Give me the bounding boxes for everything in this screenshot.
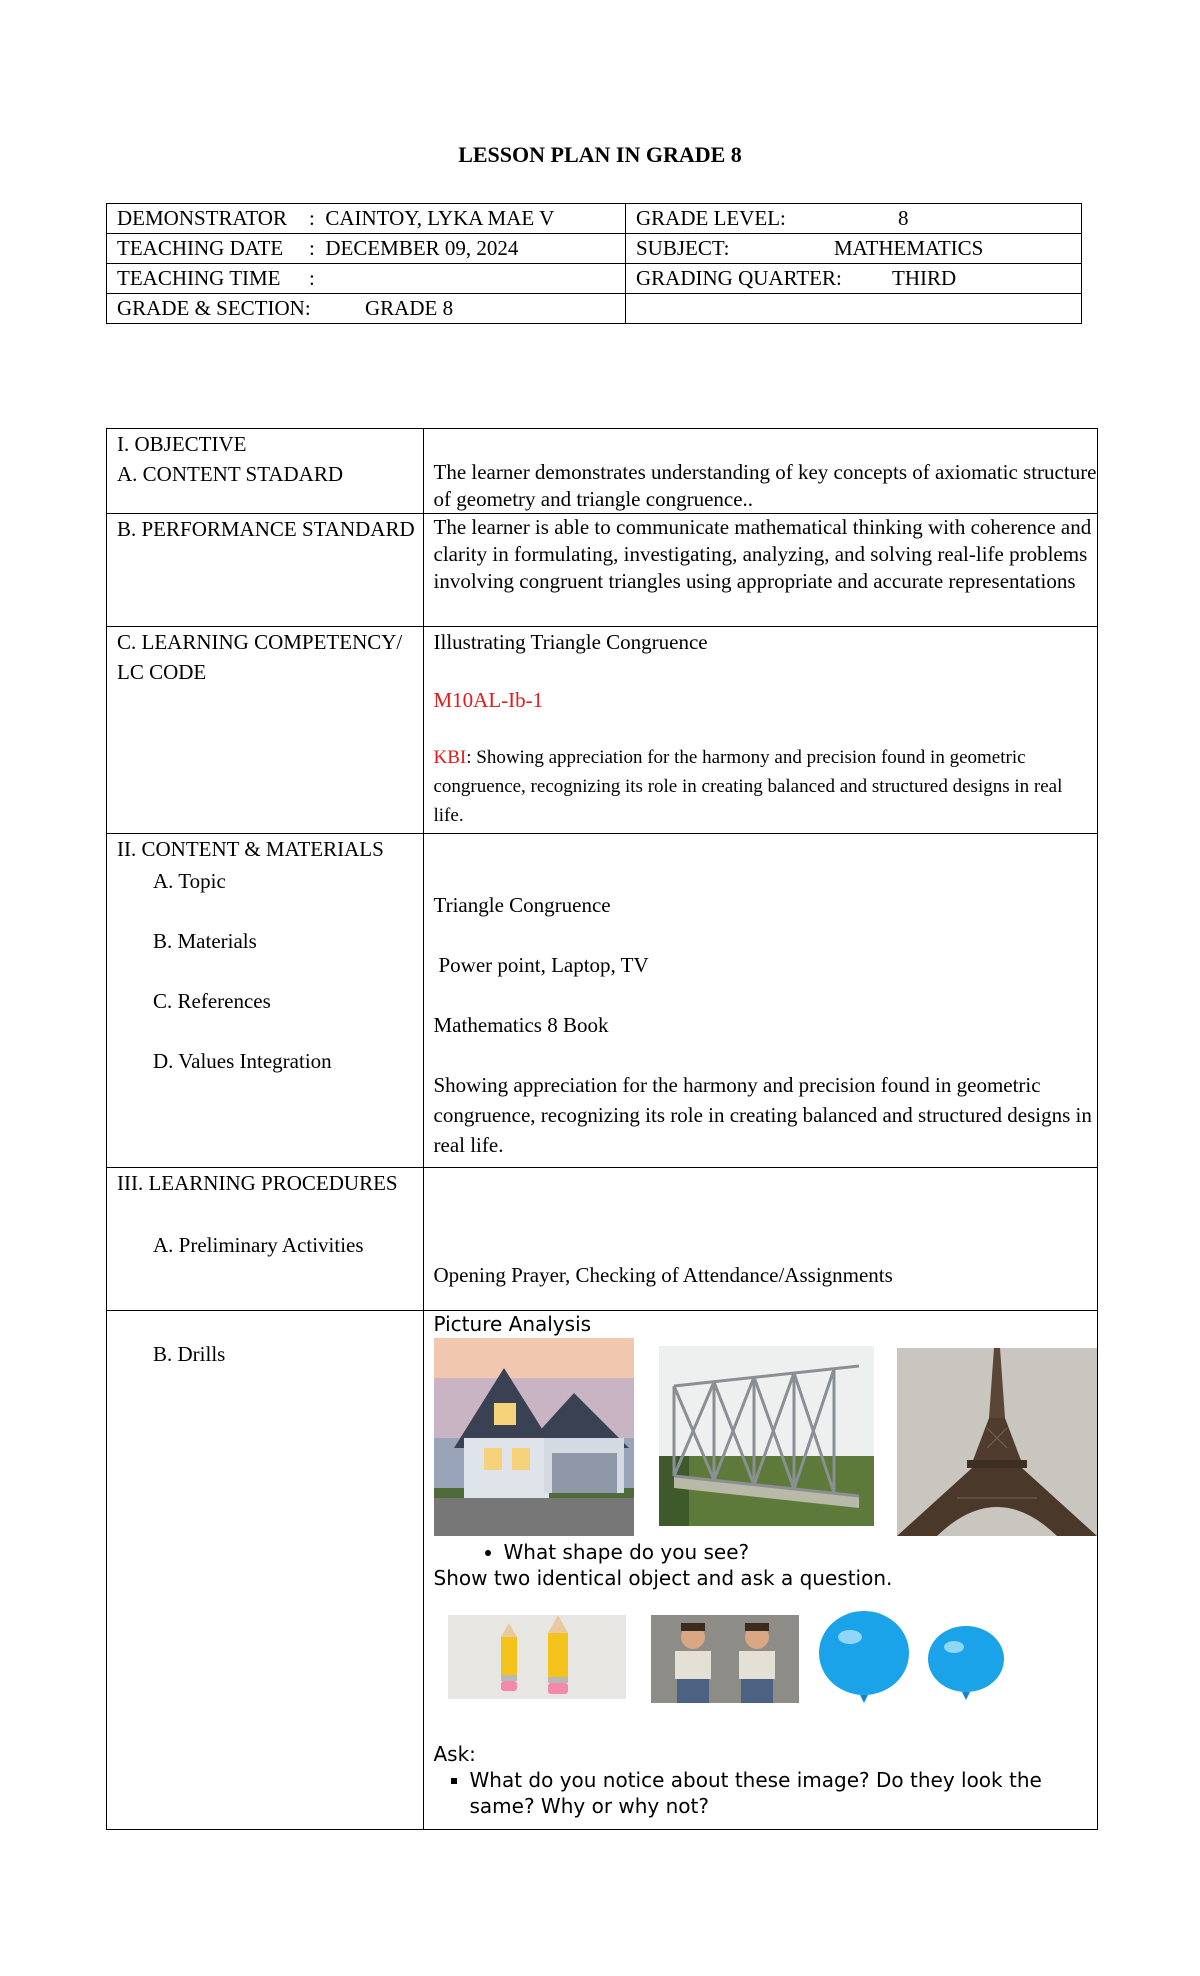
competency-code: M10AL-Ib-1: [433, 688, 544, 712]
demonstrator-label: DEMONSTRATOR: [117, 206, 287, 230]
objective-cell: [107, 429, 424, 514]
performance-standard-label: B. PERFORMANCE STANDARD: [117, 517, 415, 541]
preliminary-label: A. Preliminary Activities: [153, 1233, 364, 1257]
content-materials-label-cell: [107, 834, 424, 1168]
drills-label-cell: [107, 1311, 424, 1830]
ask-label: Ask:: [433, 1742, 476, 1766]
procedures-label-cell: [107, 1168, 424, 1311]
structures-images: [434, 1338, 1098, 1536]
competency-label-cell: [107, 627, 424, 834]
teaching-time-cell: [107, 264, 626, 294]
twins-image: [651, 1615, 799, 1703]
performance-label-cell: [107, 514, 424, 627]
preliminary-cell: [423, 1168, 1098, 1311]
subject-value: MATHEMATICS: [834, 236, 984, 260]
grade-section-label: GRADE & SECTION:: [117, 296, 311, 320]
procedures-heading: III. LEARNING PROCEDURES: [117, 1171, 398, 1195]
picture-analysis-heading: Picture Analysis: [433, 1312, 592, 1336]
header-table: [106, 203, 1082, 324]
teaching-time-label: TEACHING TIME: [117, 266, 281, 290]
preliminary-value: Opening Prayer, Checking of Attendance/Assignments: [433, 1263, 893, 1287]
values-label: D. Values Integration: [153, 1049, 332, 1073]
lesson-table: [106, 428, 1098, 1830]
question-1: • What shape do you see?: [504, 1539, 1098, 1565]
subject-label: SUBJECT:: [636, 236, 730, 260]
objective-heading: I. OBJECTIVE: [117, 432, 247, 456]
competency-label: C. LEARNING COMPETENCY/ LC CODE: [117, 630, 403, 684]
references-label: C. References: [153, 989, 271, 1013]
values-value: Showing appreciation for the harmony and precision found in geometric congruence, recognizing its role in creating balanced and structured designs in real life.: [433, 1073, 1092, 1157]
demonstrator-value: CAINTOY, LYKA MAE V: [325, 206, 555, 230]
drills-label: B. Drills: [153, 1342, 226, 1366]
question-2: ▪ What do you notice about these image? Do they look the same? Why or why not?: [470, 1767, 1098, 1819]
topic-label: A. Topic: [153, 869, 226, 893]
materials-value: Power point, Laptop, TV: [438, 953, 649, 977]
performance-standard-cell: [423, 514, 1098, 627]
ask-list: [434, 1767, 1098, 1819]
competency-cell: [423, 627, 1098, 834]
materials-label: B. Materials: [153, 929, 257, 953]
demonstrator-cell: [107, 204, 626, 234]
drills-cell: [423, 1311, 1098, 1830]
grading-quarter-value: THIRD: [892, 266, 957, 290]
balloons-image: [816, 1609, 1006, 1709]
house-image: [434, 1338, 634, 1536]
content-standard-text: The learner demonstrates understanding of key concepts of axiomatic structure of geometry and triangle congruence..: [433, 460, 1097, 511]
subject-cell: [626, 234, 1082, 264]
instruction-text: Show two identical object and ask a question.: [433, 1566, 893, 1590]
grade-level-cell: [626, 204, 1082, 234]
pencils-image: [448, 1615, 626, 1699]
kbi-label: KBI: [433, 747, 467, 768]
colon: :: [309, 206, 315, 230]
teaching-date-cell: [107, 234, 626, 264]
grade-level-value: 8: [898, 206, 909, 230]
performance-standard-text: The learner is able to communicate mathematical thinking with coherence and clarity in formulating, investigating, analyzing, and solving real-life problems involving congruent triangles using appropriate and accurate representations: [433, 515, 1092, 593]
content-heading: II. CONTENT & MATERIALS: [117, 837, 384, 861]
colon: :: [309, 236, 315, 260]
grading-quarter-cell: [626, 264, 1082, 294]
grade-section-value: GRADE 8: [365, 296, 454, 320]
colon: :: [309, 266, 315, 290]
eiffel-tower-image: [897, 1348, 1097, 1536]
identical-objects-images: [434, 1615, 1098, 1715]
grade-section-cell: [107, 294, 626, 324]
topic-value: Triangle Congruence: [433, 893, 611, 917]
content-standard-cell: [423, 429, 1098, 514]
grading-quarter-label: GRADING QUARTER:: [636, 266, 842, 290]
teaching-date-value: DECEMBER 09, 2024: [325, 236, 519, 260]
teaching-date-label: TEACHING DATE: [117, 236, 284, 260]
references-value: Mathematics 8 Book: [433, 1013, 609, 1037]
kbi-text: [434, 743, 1098, 830]
question-list: [434, 1539, 1098, 1565]
empty-cell: [626, 294, 1082, 324]
content-materials-cell: [423, 834, 1098, 1168]
grade-level-label: GRADE LEVEL:: [636, 206, 786, 230]
page-title: LESSON PLAN IN GRADE 8: [458, 142, 742, 167]
competency-title: Illustrating Triangle Congruence: [433, 630, 708, 654]
content-standard-label: A. CONTENT STADARD: [117, 462, 344, 486]
bridge-image: [659, 1346, 874, 1526]
kbi-body: : Showing appreciation for the harmony and precision found in geometric congruence, recognizing its role in creating balanced and structured designs in real life.: [433, 747, 1063, 826]
